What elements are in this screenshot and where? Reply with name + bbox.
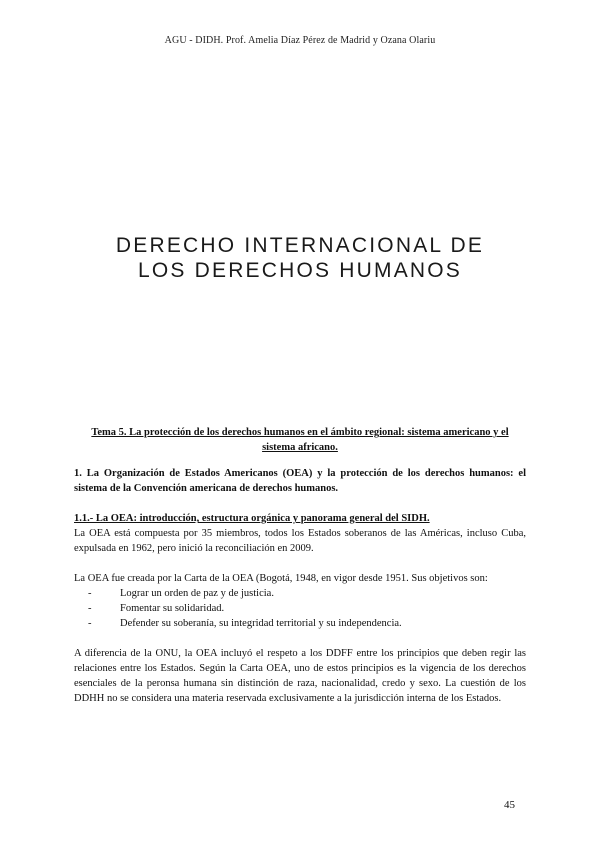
document-title-line-1: DERECHO INTERNACIONAL DE: [115, 234, 485, 258]
paragraph-membership: La OEA está compuesta por 35 miembros, todos los Estados soberanos de las Américas, incluso Cuba, expulsada en 1962, pero inició la reconciliación en 2009.: [74, 528, 526, 554]
section-1-1-heading: 1.1.- La OEA: introducción, estructura orgánica y panorama general del SIDH.: [74, 513, 430, 524]
body-content: [74, 466, 526, 706]
list-item: - Fomentar su solidaridad.: [74, 601, 526, 616]
document-title: [40, 233, 560, 283]
section-1-heading: 1. La Organización de Estados Americanos (OEA) y la protección de los derechos humanos: el sistema de la Convención americana de derechos humanos.: [74, 468, 526, 494]
document-title-line-2: LOS DERECHOS HUMANOS: [137, 259, 463, 283]
running-header: AGU - DIDH. Prof. Amelia Díaz Pérez de Madrid y Ozana Olariu: [164, 35, 436, 46]
list-item: - Defender su soberanía, su integridad territorial y su independencia.: [74, 616, 526, 631]
page-number: 45: [504, 799, 515, 811]
topic-heading: Tema 5. La protección de los derechos humanos en el ámbito regional: sistema americano y el sistema africano.: [91, 427, 509, 453]
list-item: - Lograr un orden de paz y de justicia.: [74, 586, 526, 601]
paragraph-principles: A diferencia de la ONU, la OEA incluyó el respeto a los DDFF entre los principios que deben regir las relaciones entre los Estados. Según la Carta OEA, uno de estos principios es la vigencia de los derechos esenciales de la peronsa humana sin distinción de raza, nacionalidad, credo y sexo. La cuestión de los DDHH no se considera una materia reservada exclusivamente a la jurisdicción interna de los Estados.: [74, 648, 526, 704]
paragraph-creation: La OEA fue creada por la Carta de la OEA (Bogotá, 1948, en vigor desde 1951. Sus objetivos son:: [74, 573, 488, 584]
objectives-list: [74, 586, 526, 631]
